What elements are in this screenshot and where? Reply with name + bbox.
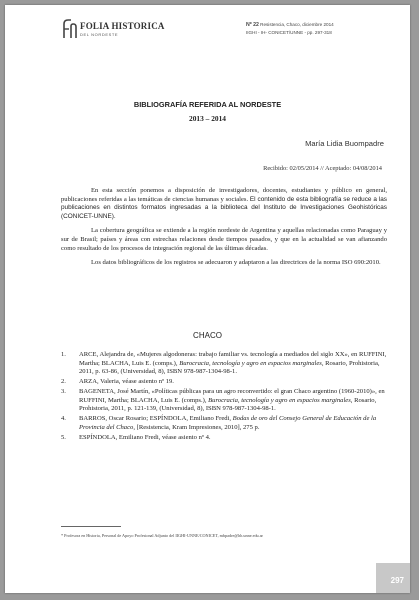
entry-title: Bodas de oro del Consejo General de Educación de la Provincia del Chaco bbox=[79, 415, 377, 431]
issue-info bbox=[246, 21, 396, 36]
list-item bbox=[61, 388, 387, 414]
entry-title: Burocracia, tecnología y agro en espacios marginales bbox=[208, 396, 351, 404]
entry-text: BARROS, Oscar Rosario; ESPÍNDOLA, Emiliano Fredi, bbox=[79, 415, 233, 423]
article-years: 2013 – 2014 bbox=[189, 114, 226, 123]
footnote-divider bbox=[61, 526, 121, 527]
journal-subtitle: DEL NORDESTE bbox=[80, 32, 119, 37]
paragraph: La cobertura geográfica se extiende a la región nordeste de Argentina y aquellas relacionadas como Paraguay y sur de Brasil; países y áreas con estrechas relaciones desde tiempos pasados, y que en la actualidad se van afianzando como resultado de los procesos de integración regional de las últimas décadas. bbox=[61, 227, 387, 252]
section-heading: CHACO bbox=[193, 331, 222, 340]
entry-text: , Rosario, Prohistoria, 2011, p. 121-139, (Universidad, 8), ISBN 978-987-1304-98-1. bbox=[79, 396, 377, 413]
received-accepted-dates: Recibido: 02/05/2014 // Aceptado: 04/08/2014 bbox=[263, 165, 382, 172]
entry-number: 4. bbox=[61, 415, 66, 423]
author-footnote: * Profesora en Historia, Personal de Apoyo Profesional Adjunto del IIGHI-UNNE/CONICET, mbpadre@hh.unne.edu.ar bbox=[61, 533, 263, 538]
list-item bbox=[61, 415, 387, 432]
entry-number: 1. bbox=[61, 351, 66, 358]
issue-number: Nº 22 bbox=[246, 22, 259, 28]
entry-text: , Rosario, Prohistoria, 2011, p. 63-86, (Universidad, 8), ISBN 978-987-1304-98-1. bbox=[79, 359, 380, 376]
entry-number: 5. bbox=[61, 433, 66, 441]
list-item bbox=[61, 378, 387, 387]
entry-title: Burocracia, tecnología y agro en espacios marginales bbox=[179, 359, 322, 367]
entry-text: BAGENETA, José Martín, «Políticas públicas para un agro reconvertido: el gran Chaco argentino (1960-2010)», en RUFFINI, Martha; BLACHA, Luis E. (comps.), bbox=[79, 388, 385, 404]
entry-number: 2. bbox=[61, 378, 66, 386]
article-body bbox=[61, 187, 387, 274]
journal-logo-icon bbox=[61, 18, 79, 40]
paragraph bbox=[61, 187, 387, 221]
paragraph-text: El contenido de esta bibliografía se reduce a las publicaciones en distintos formatos ingresadas a la biblioteca del Instituto de Investigaciones Geohistóricas (CONICET-UNNE). bbox=[61, 195, 387, 220]
document-page bbox=[5, 5, 410, 593]
paragraph: Los datos bibliográficos de los registros se adecuaron y adaptaron a las directrices de la norma ISO 690:2010. bbox=[91, 259, 381, 267]
issue-publisher-pages: IIGHI - IH- CONICET/UNNE - pp. 297-318 bbox=[246, 30, 332, 35]
journal-header bbox=[5, 15, 410, 49]
entry-number: 3. bbox=[61, 388, 66, 396]
entry-text: ARZA, Valeria, véase asiento nº 19. bbox=[79, 378, 174, 386]
bibliography-list bbox=[61, 351, 387, 444]
issue-place-date: Resistencia, Chaco, diciembre 2014 bbox=[258, 22, 334, 27]
list-item bbox=[61, 434, 387, 443]
entry-text: ARCE, Alejandra de, «Mujeres algodoneras: trabajo familiar vs. tecnología a mediados del siglo XX», en RUFFINI, Martha; BLACHA, Luis E. (comps.), bbox=[79, 351, 387, 367]
entry-text: , [Resistencia, Kram Impresiones, 2010], 275 p. bbox=[133, 423, 260, 431]
paragraph-text: En esta sección ponemos a disposición de investigadores, docentes, estudiantes y público en general, publicaciones referidas a las temáticas de ciencias humanas y sociales. bbox=[61, 187, 387, 203]
journal-title: FOLIA HISTORICA bbox=[80, 21, 165, 31]
article-author: María Lidia Buompadre bbox=[305, 139, 384, 148]
article-title: BIBLIOGRAFÍA REFERIDA AL NORDESTE bbox=[133, 100, 282, 109]
entry-text: ESPÍNDOLA, Emiliano Fredi, véase asiento nº 4. bbox=[79, 433, 211, 441]
page-number: 297 bbox=[390, 576, 404, 585]
list-item bbox=[61, 351, 387, 377]
